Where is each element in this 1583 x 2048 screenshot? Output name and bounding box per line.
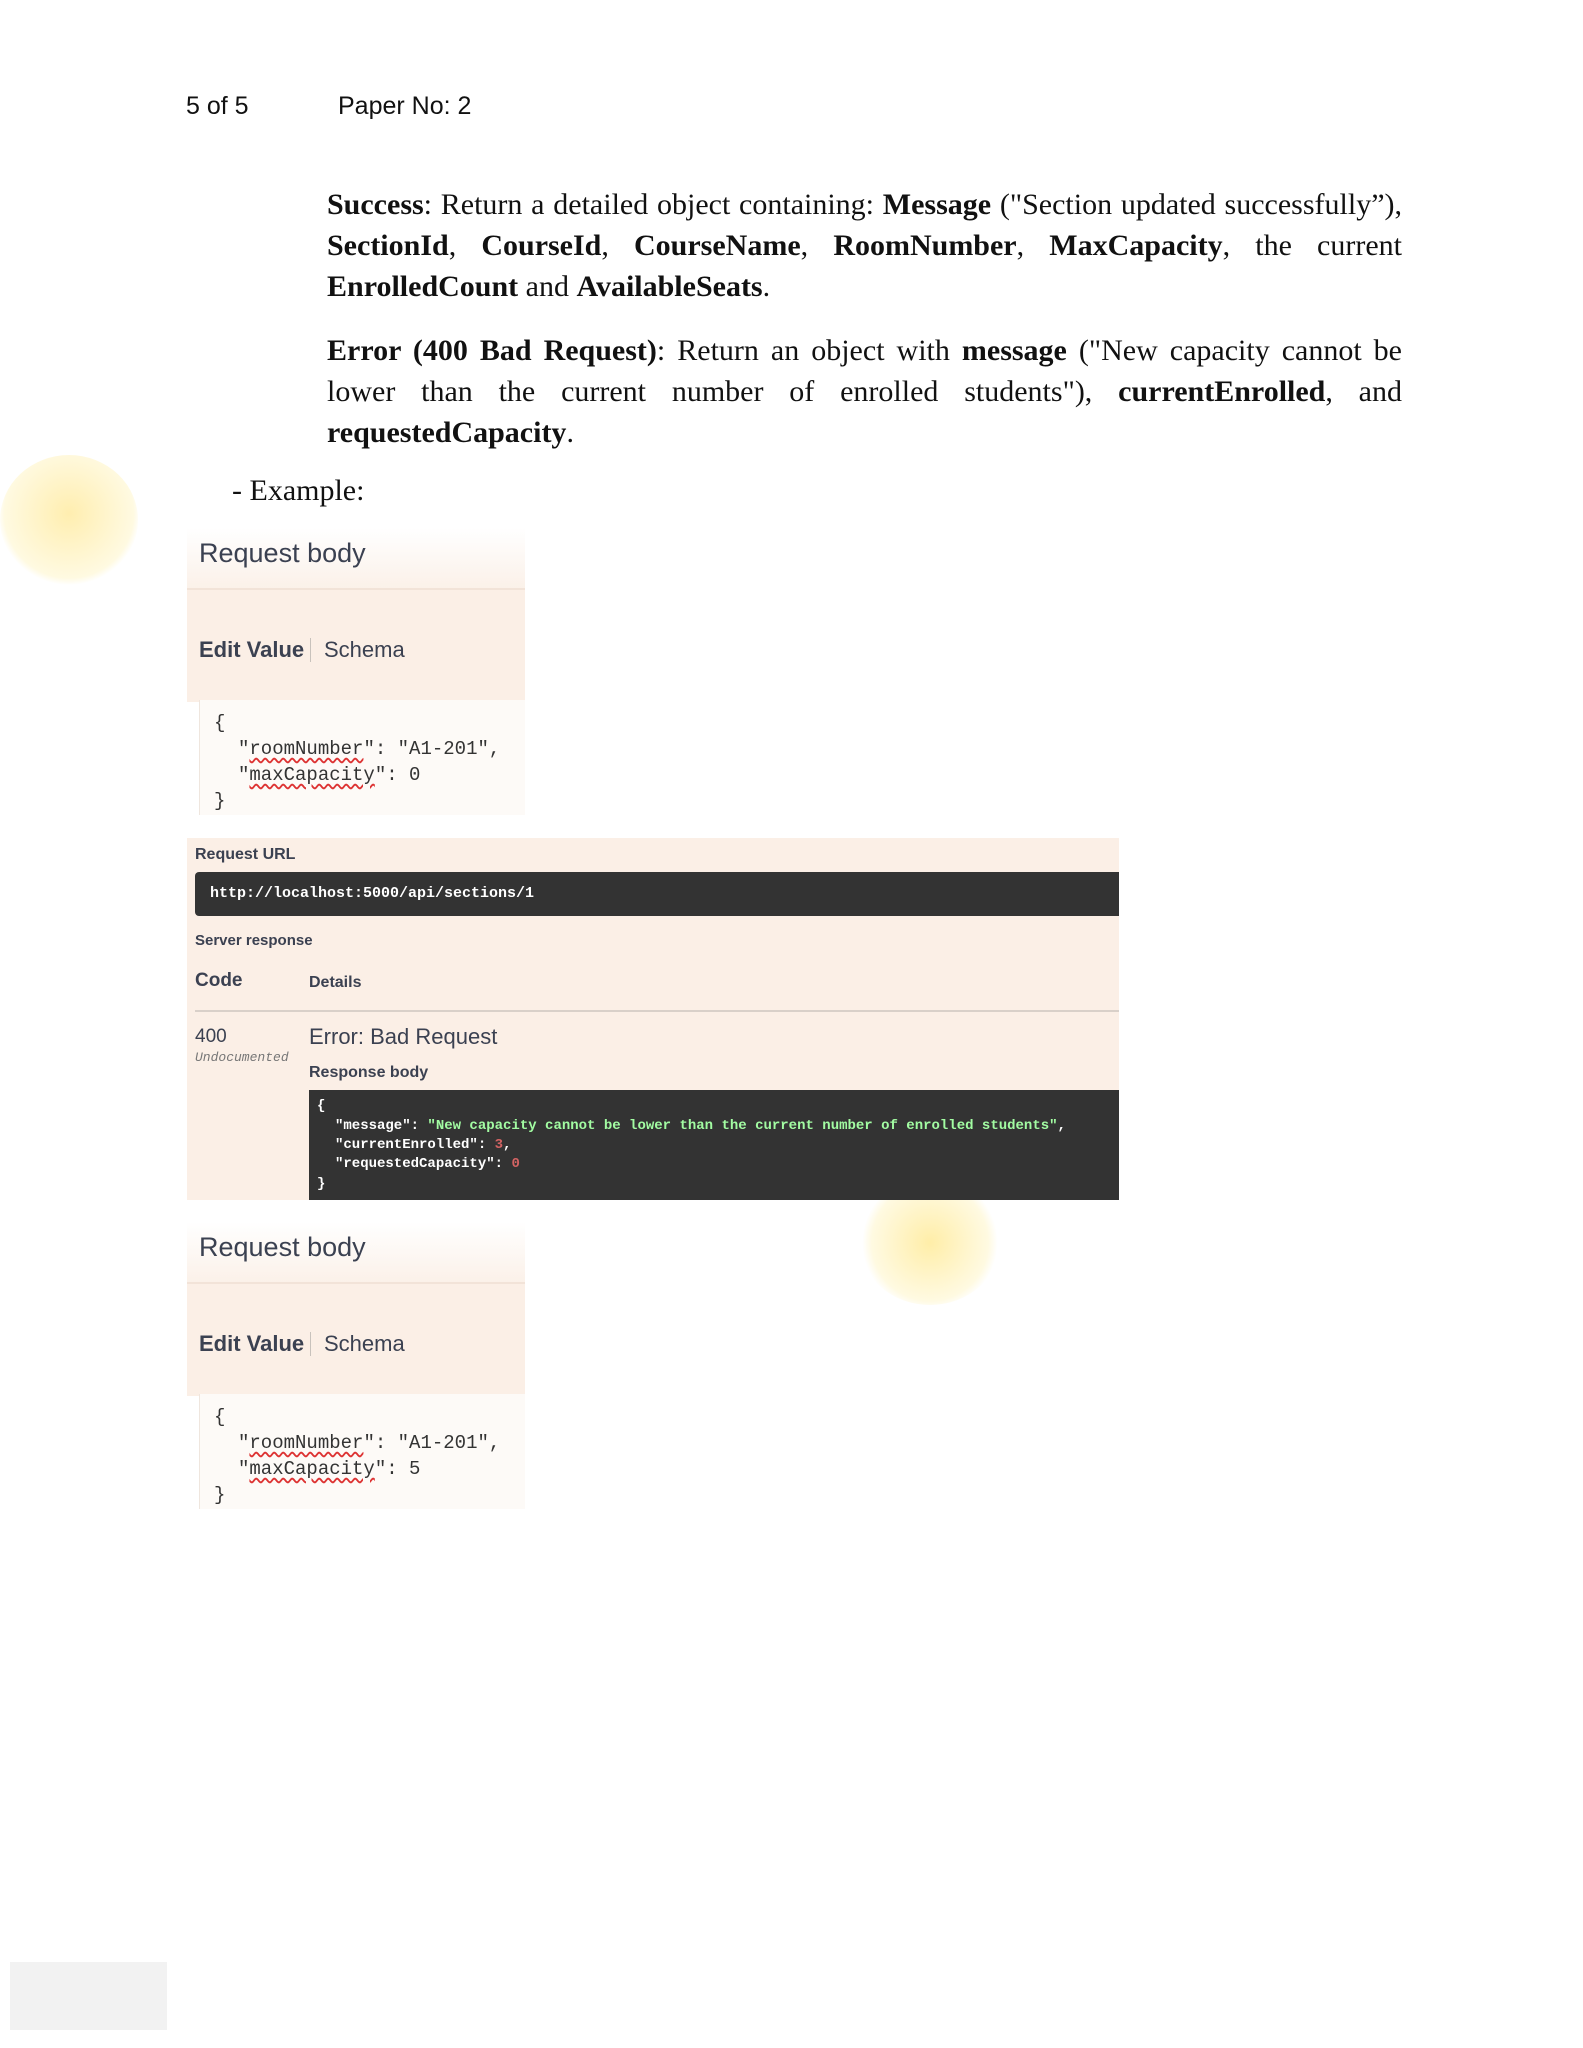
header-divider	[195, 1010, 1119, 1012]
error-paragraph	[327, 330, 1402, 453]
code-column-header: Code	[195, 970, 243, 991]
json-key: roomNumber	[249, 1432, 364, 1454]
field-name: RoomNumber	[833, 229, 1017, 262]
face-palm-emoji-icon	[0, 455, 138, 585]
tab-edit-value[interactable]: Edit Value	[199, 1331, 305, 1356]
error-lead: Error (400 Bad Request)	[327, 334, 657, 367]
paper-number: Paper No: 2	[338, 92, 472, 120]
code-open-brace: {	[214, 712, 226, 734]
json-key: maxCapacity	[249, 764, 375, 786]
tab-divider	[310, 638, 311, 662]
request-body-editor[interactable]	[199, 700, 525, 815]
field-name: MaxCapacity	[1049, 229, 1223, 262]
status-note: Undocumented	[195, 1050, 289, 1065]
server-response-label: Server response	[195, 932, 313, 949]
response-line-message: "message": "New capacity cannot be lower than the current number of enrolled students",	[335, 1118, 1066, 1134]
code-close-brace: }	[214, 790, 226, 812]
example-label: - Example:	[232, 474, 365, 507]
code-open-brace: {	[214, 1406, 226, 1428]
json-key: roomNumber	[249, 738, 364, 760]
field-name: EnrolledCount	[327, 270, 519, 303]
text-run: and	[518, 270, 577, 303]
text-run: , the current	[1222, 229, 1402, 262]
tab-edit-value[interactable]: Edit Value	[199, 637, 305, 662]
field-name: CourseName	[634, 229, 801, 262]
text-run: , and	[1325, 375, 1402, 408]
success-paragraph	[327, 184, 1402, 307]
status-description: Error: Bad Request	[309, 1024, 498, 1049]
request-body-title: Request body	[199, 1232, 366, 1262]
request-body-tabs	[187, 1282, 525, 1396]
text-run: : Return a detailed object containing:	[423, 188, 883, 221]
json-key: "message":	[335, 1118, 428, 1134]
text-run: ,	[1016, 229, 1050, 262]
request-url-box	[195, 872, 1119, 916]
json-key: "currentEnrolled":	[335, 1137, 495, 1153]
text-run: : Return an object with	[656, 334, 962, 367]
status-code: 400	[195, 1026, 227, 1047]
request-url-text[interactable]: http://localhost:5000/api/sections/1	[210, 885, 535, 902]
code-open-brace: {	[317, 1098, 326, 1114]
text-run: .	[762, 270, 771, 303]
request-body-panel	[187, 528, 525, 818]
json-value: "A1-201",	[397, 738, 501, 760]
request-body-tabs	[187, 588, 525, 702]
code-line-capacity: "maxCapacity": 0	[238, 764, 421, 786]
field-name: SectionId	[327, 229, 449, 262]
field-name: message	[961, 334, 1067, 367]
field-name: AvailableSeats	[576, 270, 763, 303]
json-value: 0	[409, 764, 421, 786]
json-value: 5	[409, 1458, 421, 1480]
code-line-room: "roomNumber": "A1-201",	[238, 1432, 501, 1454]
text-run: .	[566, 416, 574, 449]
text-run: ,	[800, 229, 834, 262]
response-line-current: "currentEnrolled": 3,	[335, 1137, 512, 1153]
tab-schema[interactable]: Schema	[324, 637, 405, 662]
exam-logo	[10, 1962, 167, 2030]
response-body-code[interactable]	[309, 1090, 1119, 1200]
field-name: Message	[882, 188, 992, 221]
text-run: ("New capacity cannot be lower than the current number of enrolled students"),	[327, 334, 1402, 408]
code-close-brace: }	[214, 1484, 226, 1506]
field-name: currentEnrolled	[1118, 375, 1326, 408]
json-value: "New capacity cannot be lower than the current number of enrolled students"	[427, 1118, 1058, 1134]
response-body-label: Response body	[309, 1064, 429, 1081]
json-value: 0	[511, 1156, 520, 1172]
tab-divider	[310, 1332, 311, 1356]
tab-schema[interactable]: Schema	[324, 1331, 405, 1356]
text-run: ,	[601, 229, 635, 262]
server-response-panel	[187, 838, 1119, 1200]
code-line-room: "roomNumber": "A1-201",	[238, 738, 501, 760]
code-line-capacity: "maxCapacity": 5	[238, 1458, 421, 1480]
json-value: "A1-201",	[397, 1432, 501, 1454]
text-run: ("Section updated successfully”),	[991, 188, 1402, 221]
code-close-brace: }	[317, 1176, 326, 1192]
request-body-editor[interactable]	[199, 1394, 525, 1509]
json-key: maxCapacity	[249, 1458, 375, 1480]
json-value: 3	[494, 1137, 504, 1153]
response-line-requested	[335, 1156, 520, 1172]
field-name: requestedCapacity	[327, 416, 567, 449]
request-body-panel	[187, 1222, 525, 1512]
success-lead: Success	[327, 188, 424, 221]
page-number: 5 of 5	[186, 92, 249, 120]
json-key: "requestedCapacity":	[335, 1156, 512, 1172]
text-run: ,	[448, 229, 482, 262]
details-column-header: Details	[309, 974, 362, 991]
field-name: CourseId	[481, 229, 602, 262]
request-url-label: Request URL	[195, 846, 296, 863]
request-body-title: Request body	[199, 538, 366, 568]
